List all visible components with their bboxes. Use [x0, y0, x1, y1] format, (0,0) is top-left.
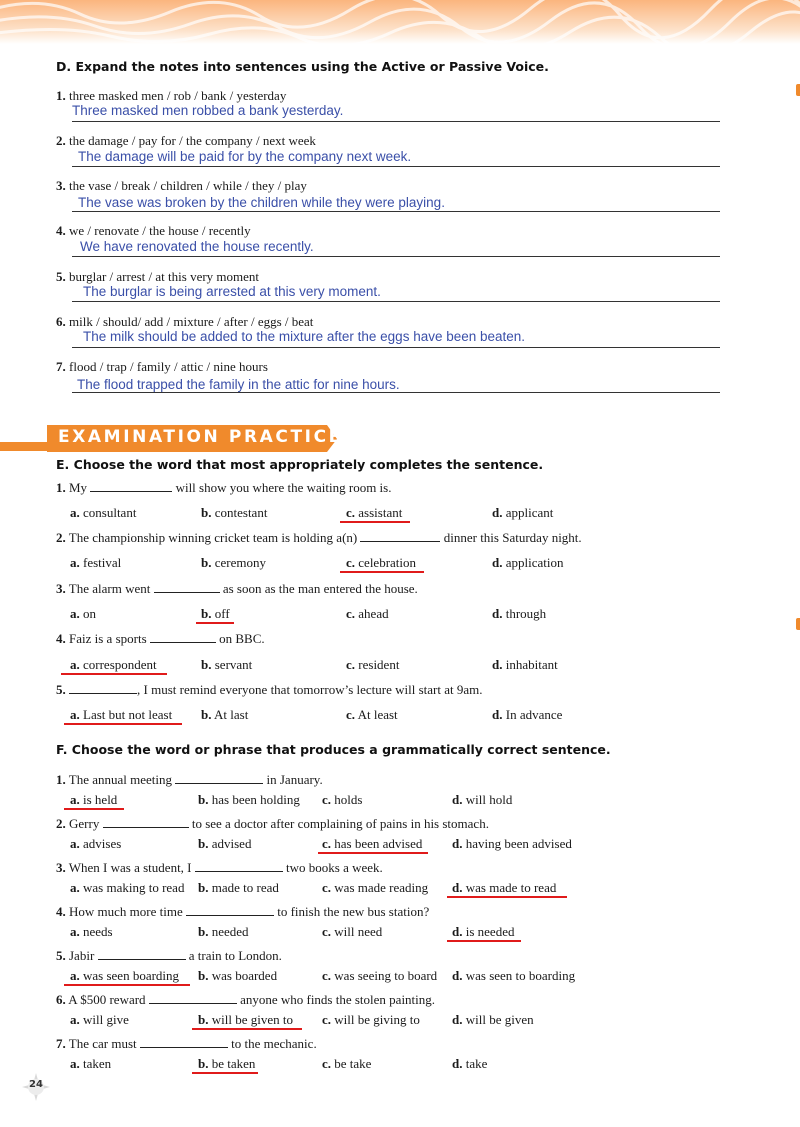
option-d[interactable]: d. through [492, 606, 547, 621]
question-text: My [69, 480, 88, 495]
question-number: 1. [56, 480, 66, 495]
option-d[interactable]: d. In advance [492, 707, 563, 722]
section-e-heading: E. Choose the word that most appropriately completes the sentence. [56, 457, 544, 472]
option-d[interactable]: d. take [452, 1056, 488, 1071]
answer-line [72, 347, 720, 348]
question-e-3 [56, 581, 418, 597]
option-a[interactable]: a. consultant [70, 505, 137, 520]
option-a[interactable]: a. Last but not least [70, 707, 173, 722]
question-text: Jabir [69, 948, 95, 963]
option-d[interactable]: d. having been advised [452, 836, 572, 851]
answer-blank [98, 948, 186, 960]
option-a[interactable]: a. needs [70, 924, 113, 939]
answer-blank [195, 860, 283, 872]
option-d[interactable]: d. was made to read [452, 880, 557, 895]
question-e-2 [56, 530, 582, 546]
item-prompt: the damage / pay for / the company / next week [69, 133, 316, 148]
edge-marker [796, 84, 800, 96]
answer-line [72, 301, 720, 302]
answer-line [72, 211, 720, 212]
question-text: The championship winning cricket team is holding a(n) [68, 530, 358, 545]
question-f-7 [56, 1036, 317, 1052]
question-e-5 [56, 682, 483, 698]
option-a[interactable]: a. advises [70, 836, 122, 851]
question-text: How much more time [69, 904, 183, 919]
answer-underline [447, 940, 521, 942]
answer-blank [360, 530, 440, 542]
option-c[interactable]: c. assistant [346, 505, 403, 520]
question-text: The alarm went [68, 581, 151, 596]
answer-line [72, 166, 720, 167]
edge-marker [796, 618, 800, 630]
option-a[interactable]: a. taken [70, 1056, 112, 1071]
decorative-header-band [0, 0, 800, 44]
option-b[interactable]: b. At last [201, 707, 249, 722]
answer-text: The burglar is being arrested at this very moment. [83, 284, 381, 299]
question-number: 5. [56, 682, 66, 697]
question-text: A $500 reward [68, 992, 146, 1007]
option-a[interactable]: a. on [70, 606, 96, 621]
answer-line [72, 121, 720, 122]
question-number: 7. [56, 1036, 66, 1051]
answer-text: The flood trapped the family in the attic for nine hours. [77, 377, 400, 392]
question-text: , I must remind everyone that tomorrow’s lecture will start at 9am. [137, 682, 483, 697]
question-number: 4. [56, 904, 66, 919]
option-a[interactable]: a. will give [70, 1012, 129, 1027]
question-text: in January. [266, 772, 323, 787]
item-prompt: milk / should/ add / mixture / after / eggs / beat [69, 314, 314, 329]
item-prompt: flood / trap / family / attic / nine hours [69, 359, 268, 374]
exercise-d-item-4 [56, 223, 251, 239]
item-prompt: we / renovate / the house / recently [69, 223, 251, 238]
question-number: 6. [56, 992, 66, 1007]
answer-underline [192, 1072, 258, 1074]
page-number-badge [22, 1073, 50, 1101]
item-number: 4. [56, 223, 66, 238]
option-b[interactable]: b. contestant [201, 505, 268, 520]
item-prompt: three masked men / rob / bank / yesterday [69, 88, 287, 103]
question-text: anyone who finds the stolen painting. [240, 992, 436, 1007]
answer-underline [340, 521, 410, 523]
option-b[interactable]: b. needed [198, 924, 249, 939]
option-d[interactable]: d. will be given [452, 1012, 534, 1027]
answer-text: We have renovated the house recently. [80, 239, 314, 254]
question-text: dinner this Saturday night. [443, 530, 582, 545]
option-c[interactable]: c. was made reading [322, 880, 429, 895]
option-b[interactable]: b. was boarded [198, 968, 278, 983]
question-text: The annual meeting [68, 772, 173, 787]
question-e-1 [56, 480, 391, 496]
option-d[interactable]: d. inhabitant [492, 657, 558, 672]
answer-underline [192, 1028, 302, 1030]
option-b[interactable]: b. made to read [198, 880, 279, 895]
answer-blank [150, 631, 216, 643]
exam-banner-title: EXAMINATION PRACTICE [58, 427, 343, 447]
answer-underline [447, 896, 567, 898]
option-b[interactable]: b. off [201, 606, 230, 621]
answer-text: The damage will be paid for by the company next week. [78, 149, 412, 164]
question-text: two books a week. [286, 860, 383, 875]
exercise-d-item-5 [56, 269, 259, 285]
answer-underline [64, 984, 190, 986]
exercise-d-item-1 [56, 88, 286, 104]
section-d-heading: D. Expand the notes into sentences using the Active or Passive Voice. [56, 59, 549, 74]
option-d[interactable]: d. application [492, 555, 564, 570]
answer-underline [340, 571, 424, 573]
question-text: will show you where the waiting room is. [175, 480, 392, 495]
item-number: 3. [56, 178, 66, 193]
exercise-d-item-3 [56, 178, 307, 194]
option-b[interactable]: b. be taken [198, 1056, 256, 1071]
answer-line [72, 256, 720, 257]
answer-text: The vase was broken by the children while they were playing. [78, 195, 445, 210]
answer-blank [186, 904, 274, 916]
item-number: 2. [56, 133, 66, 148]
question-f-5 [56, 948, 282, 964]
question-number: 5. [56, 948, 66, 963]
item-prompt: burglar / arrest / at this very moment [69, 269, 260, 284]
answer-blank [140, 1036, 228, 1048]
option-c[interactable]: c. was seeing to board [322, 968, 438, 983]
answer-underline [196, 622, 234, 624]
option-c[interactable]: c. ahead [346, 606, 389, 621]
option-b[interactable]: b. advised [198, 836, 252, 851]
option-d[interactable]: d. will hold [452, 792, 513, 807]
answer-text: Three masked men robbed a bank yesterday. [72, 103, 344, 118]
option-c[interactable]: c. holds [322, 792, 363, 807]
option-d[interactable]: d. applicant [492, 505, 554, 520]
question-e-4 [56, 631, 265, 647]
item-number: 7. [56, 359, 66, 374]
answer-underline [61, 673, 167, 675]
question-text: Faiz is a sports [69, 631, 147, 646]
option-c[interactable]: c. resident [346, 657, 400, 672]
question-number: 3. [56, 860, 66, 875]
option-b[interactable]: b. servant [201, 657, 253, 672]
question-f-1 [56, 772, 323, 788]
question-f-2 [56, 816, 489, 832]
answer-blank [69, 682, 137, 694]
exercise-d-item-7 [56, 359, 268, 375]
answer-underline [318, 852, 428, 854]
question-text: When I was a student, I [68, 860, 192, 875]
answer-blank [103, 816, 189, 828]
question-text: to finish the new bus station? [277, 904, 430, 919]
option-c[interactable]: c. At least [346, 707, 398, 722]
section-f-heading: F. Choose the word or phrase that produces a grammatically correct sentence. [56, 742, 611, 757]
option-b[interactable]: b. has been holding [198, 792, 300, 807]
question-text: as soon as the man entered the house. [222, 581, 418, 596]
question-f-6 [56, 992, 435, 1008]
question-f-4 [56, 904, 429, 920]
option-a[interactable]: a. is held [70, 792, 118, 807]
question-number: 1. [56, 772, 66, 787]
answer-line [72, 392, 720, 393]
question-text: to the mechanic. [231, 1036, 317, 1051]
option-c[interactable]: c. be take [322, 1056, 372, 1071]
answer-underline [64, 808, 124, 810]
question-number: 3. [56, 581, 66, 596]
answer-underline [64, 723, 182, 725]
option-a[interactable]: a. festival [70, 555, 122, 570]
option-b[interactable]: b. will be given to [198, 1012, 293, 1027]
question-text: a train to London. [188, 948, 282, 963]
question-text: on BBC. [219, 631, 265, 646]
answer-blank [149, 992, 237, 1004]
option-c[interactable]: c. has been advised [322, 836, 423, 851]
answer-text: The milk should be added to the mixture after the eggs have been beaten. [83, 329, 526, 344]
item-number: 6. [56, 314, 66, 329]
option-c[interactable]: c. celebration [346, 555, 417, 570]
page-number: 24 [29, 1079, 43, 1090]
item-number: 5. [56, 269, 66, 284]
option-d[interactable]: d. was seen to boarding [452, 968, 576, 983]
item-prompt: the vase / break / children / while / they / play [69, 178, 307, 193]
option-c[interactable]: c. will need [322, 924, 383, 939]
question-number: 2. [56, 816, 66, 831]
option-a[interactable]: a. correspondent [70, 657, 157, 672]
question-text: Gerry [69, 816, 100, 831]
option-b[interactable]: b. ceremony [201, 555, 266, 570]
question-text: to see a doctor after complaining of pains in his stomach. [191, 816, 489, 831]
option-d[interactable]: d. is needed [452, 924, 515, 939]
item-number: 1. [56, 88, 66, 103]
question-f-3 [56, 860, 383, 876]
question-number: 2. [56, 530, 66, 545]
option-a[interactable]: a. was making to read [70, 880, 185, 895]
answer-blank [90, 480, 172, 492]
option-a[interactable]: a. was seen boarding [70, 968, 180, 983]
option-c[interactable]: c. will be giving to [322, 1012, 420, 1027]
exercise-d-item-6 [56, 314, 313, 330]
exercise-d-item-2 [56, 133, 316, 149]
answer-blank [154, 581, 220, 593]
question-text: The car must [68, 1036, 137, 1051]
question-number: 4. [56, 631, 66, 646]
answer-blank [175, 772, 263, 784]
